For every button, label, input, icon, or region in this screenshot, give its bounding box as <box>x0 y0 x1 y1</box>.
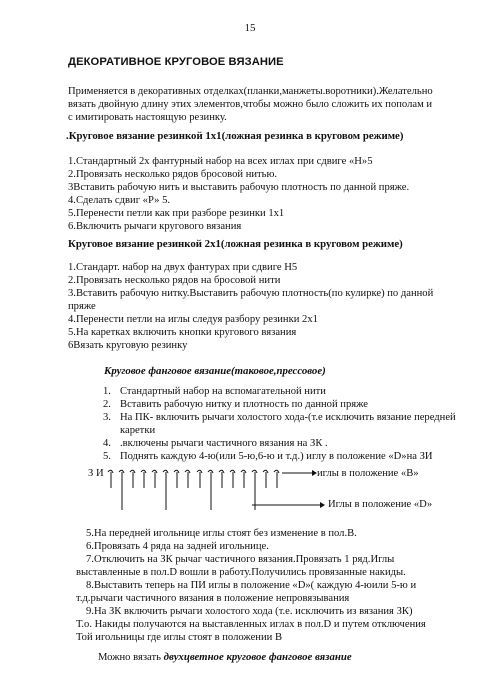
needle <box>263 470 268 488</box>
section-2-step: 5.На каретках включить кнопки кругового вязания <box>68 327 297 338</box>
section-1-step: 4.Сделать сдвиг «Р» 5. <box>68 195 171 206</box>
needle <box>130 470 135 488</box>
needle <box>108 470 113 488</box>
section-3-heading: Круговое фанговое вязание(таковое,прессовое) <box>104 365 326 377</box>
needle <box>141 470 146 488</box>
arrow-head-d <box>320 502 325 508</box>
step-line: 6.Провязать 4 ряда на задней игольнице. <box>86 541 269 552</box>
intro-line-3: с имитировать настоящую резинку. <box>68 112 227 123</box>
intro-line-2: вязать двойную длину этих элементов,чтобы можно было сложить их пополам и <box>68 99 433 110</box>
needle-label-b: иглы в положение «В» <box>317 468 419 479</box>
list-item: Стандартный набор на вспомагательной нити <box>120 386 326 397</box>
needle <box>241 470 246 488</box>
list-item: Вставить рабочую нитку и плотность по данной пряже <box>120 399 369 410</box>
needle <box>152 470 157 488</box>
section-1-heading: .Круговое вязание резинкой 1х1(ложная резинка в круговом режиме) <box>66 130 404 142</box>
needle <box>230 470 235 488</box>
section-1-step: 3Вставить рабочую нить и выставить рабочую плотность по данной пряже. <box>68 182 410 193</box>
list-marker: 1. <box>103 386 111 397</box>
list-marker: 2. <box>103 399 111 410</box>
page-number: 15 <box>244 22 256 34</box>
list-item: На ПК- включить рычаги холостого хода-(т.е исключить вязание передней <box>120 412 456 423</box>
step-line: т.д.рычаги частичного вязания в положение непровязывания <box>76 593 350 604</box>
section-2-step: 1.Стандарт. набор на двух фантурах при сдвиге Н5 <box>68 262 298 273</box>
needle <box>274 470 279 488</box>
section-2-step: 2.Провязать несколько рядов на бросовой нити <box>68 275 281 286</box>
step-line: Той игольницы где иглы стоят в положении В <box>76 632 283 643</box>
section-2-step: 3.Вставить рабочую нитку.Выставить рабочую плотность(по кулирке) по данной <box>68 288 434 299</box>
needle-bed-label: З И <box>88 468 104 479</box>
section-2-step: 6Вязать круговую резинку <box>68 340 188 351</box>
intro-line-1: Применяется в декоративных отделках(планки,манжеты.воротники).Желательно <box>68 86 433 97</box>
section-1-step: 6.Включить рычаги кругового вязания <box>68 221 242 232</box>
needle-raised <box>208 470 213 510</box>
step-line: 7.Отключить на ЗК рычаг частичного вязания.Провязать 1 ряд.Иглы <box>86 554 395 565</box>
page-title: ДЕКОРАТИВНОЕ КРУГОВОЕ ВЯЗАНИЕ <box>68 56 284 68</box>
step-line: 5.На передней игольнице иглы стоят без изменение в пол.В. <box>86 528 357 539</box>
list-marker: 3. <box>103 412 111 423</box>
needle <box>219 470 224 488</box>
section-1-step: 5.Перенести петли как при разборе резинки 1х1 <box>68 208 285 219</box>
step-line: 8.Выставить теперь на ПИ иглы в положение «D»( каждую 4-юили 5-ю и <box>86 580 417 591</box>
needle <box>197 470 202 488</box>
list-marker: 4. <box>103 438 111 449</box>
needle <box>174 470 179 488</box>
step-line: Т.о. Накиды получаются на выставленных иглах в пол.D и путем отключения <box>76 619 426 630</box>
closing-prefix: Можно вязать <box>98 652 164 663</box>
section-2-step: пряже <box>68 301 96 312</box>
section-2-step: 4.Перенести петли на иглы следуя разбору резинки 2х1 <box>68 314 318 325</box>
list-item: .включены рычаги частичного вязания на ЗК . <box>120 438 328 449</box>
needle-raised <box>163 470 168 510</box>
list-item: каретки <box>120 425 156 436</box>
section-1-step: 1.Стандартный 2х фантурный набор на всех иглах при сдвиге «Н»5 <box>68 156 373 167</box>
closing-line <box>98 651 352 664</box>
needle-raised <box>119 470 124 510</box>
needle <box>185 470 190 488</box>
list-marker: 5. <box>103 451 111 462</box>
step-line: 9.На ЗК включить рычаги холостого хода (т.е. исключить из вязания ЗК) <box>86 606 413 617</box>
section-2-heading: Круговое вязание резинкой 2х1(ложная резинка в круговом режиме) <box>68 238 403 250</box>
list-item: Поднять каждую 4-ю(или 5-ю,6-ю и т.д.) иглу в положение «D»на ЗИ <box>120 451 433 462</box>
step-line: выставленные в пол.D вошли в работу.Получились провязанные накиды. <box>76 567 406 578</box>
needle-label-d: Иглы в положение «D» <box>328 499 433 510</box>
needle-raised <box>252 470 257 510</box>
closing-emphasis: двухцветное круговое фанговое вязание <box>163 651 352 663</box>
section-1-step: 2.Провязать несколько рядов бросовой нитью. <box>68 169 278 180</box>
